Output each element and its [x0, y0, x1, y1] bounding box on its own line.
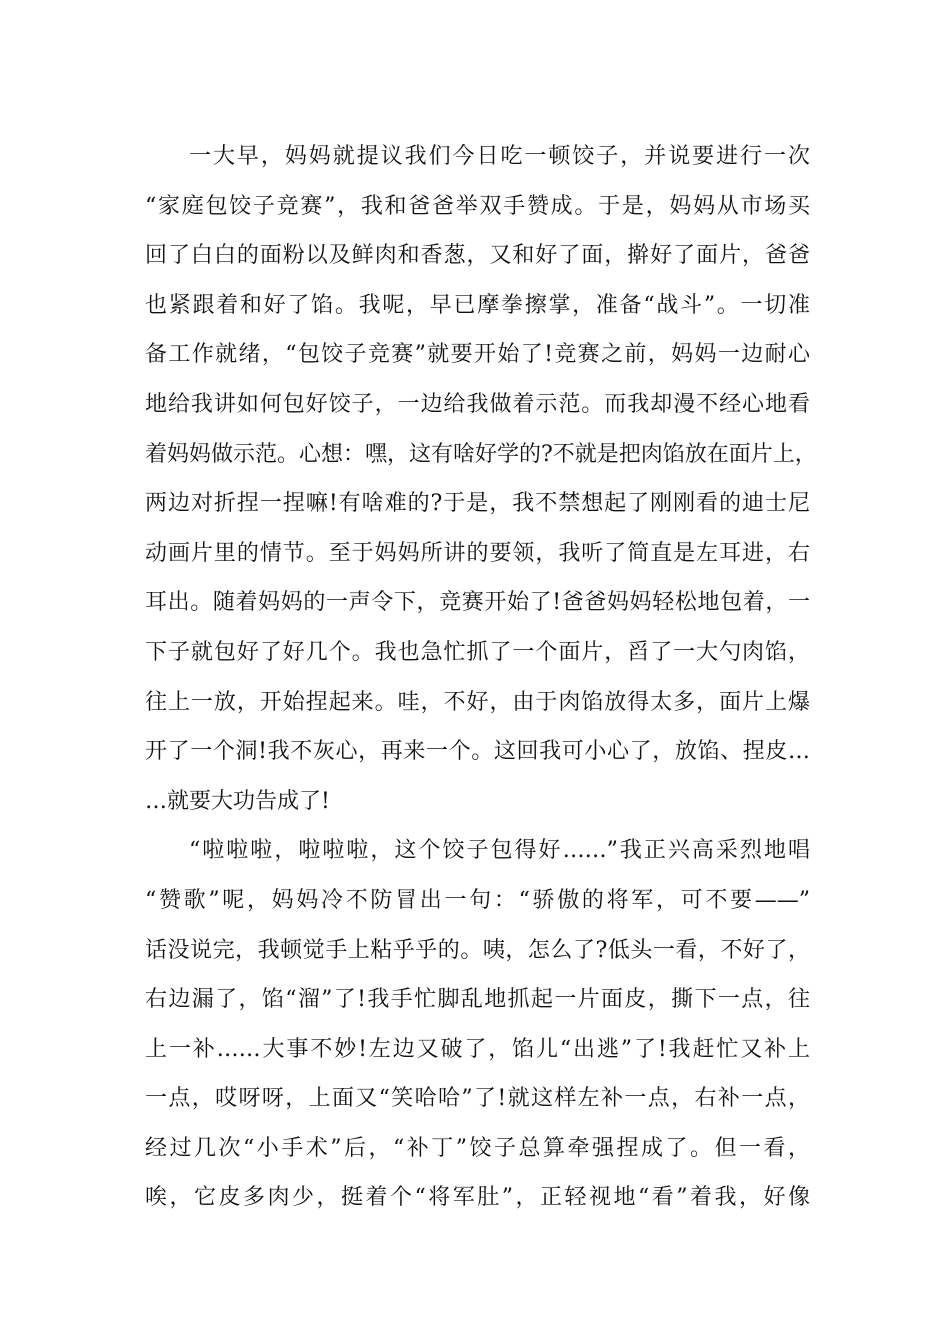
text-line: 两边对折捏一捏嘛!有啥难的?于是，我不禁想起了刚刚看的迪士尼 — [145, 491, 810, 517]
body-text — [145, 132, 817, 1223]
text-line: 经过几次“小手术”后，“补丁”饺子总算牵强捏成了。但一看， — [145, 1135, 810, 1161]
text-line: 动画片里的情节。至于妈妈所讲的要领，我听了简直是左耳进，右 — [145, 540, 810, 566]
text-line: 地给我讲如何包好饺子，一边给我做着示范。而我却漫不经心地看 — [145, 391, 810, 417]
text-line: “啦啦啦，啦啦啦，这个饺子包得好……”我正兴高采烈地唱 — [189, 838, 810, 864]
text-line: 下子就包好了好几个。我也急忙抓了一个面片，舀了一大勺肉馅， — [145, 639, 810, 665]
paragraph-2 — [145, 826, 810, 1223]
text-line: …就要大功告成了! — [145, 788, 330, 814]
text-line: “家庭包饺子竞赛”，我和爸爸举双手赞成。于是，妈妈从市场买 — [145, 193, 810, 219]
text-line: 一大早，妈妈就提议我们今日吃一顿饺子，并说要进行一次 — [189, 144, 810, 169]
text-line: 耳出。随着妈妈的一声令下，竞赛开始了!爸爸妈妈轻松地包着，一 — [145, 590, 810, 616]
text-line: 往上一放，开始捏起来。哇，不好，由于肉馅放得太多，面片上爆 — [145, 689, 810, 715]
text-line: 备工作就绪，“包饺子竞赛”就要开始了!竞赛之前，妈妈一边耐心 — [145, 342, 810, 368]
text-line: 唉，它皮多肉少，挺着个“将军肚”，正轻视地“看”着我，好像 — [145, 1185, 810, 1211]
text-line: “赞歌”呢，妈妈冷不防冒出一句：“骄傲的将军，可不要——” — [145, 887, 810, 913]
text-line: 上一补……大事不妙!左边又破了，馅儿“出逃”了!我赶忙又补上 — [145, 1036, 810, 1062]
text-line: 开了一个洞!我不灰心，再来一个。这回我可小心了，放馅、捏皮… — [145, 739, 810, 765]
text-line: 也紧跟着和好了馅。我呢，早已摩拳擦掌，准备“战斗”。一切准 — [145, 292, 810, 318]
text-line: 话没说完，我顿觉手上粘乎乎的。咦，怎么了?低头一看，不好了， — [145, 937, 810, 963]
text-line: 着妈妈做示范。心想：嘿，这有啥好学的?不就是把肉馅放在面片上， — [145, 441, 817, 467]
text-line: 回了白白的面粉以及鲜肉和香葱，又和好了面，擀好了面片，爸爸 — [145, 243, 810, 269]
paragraph-1 — [145, 132, 817, 826]
text-line: 一点，哎呀呀，上面又“笑哈哈”了!就这样左补一点，右补一点， — [145, 1086, 810, 1112]
text-line: 右边漏了，馅“溜”了!我手忙脚乱地抓起一片面皮，撕下一点，往 — [145, 987, 810, 1013]
